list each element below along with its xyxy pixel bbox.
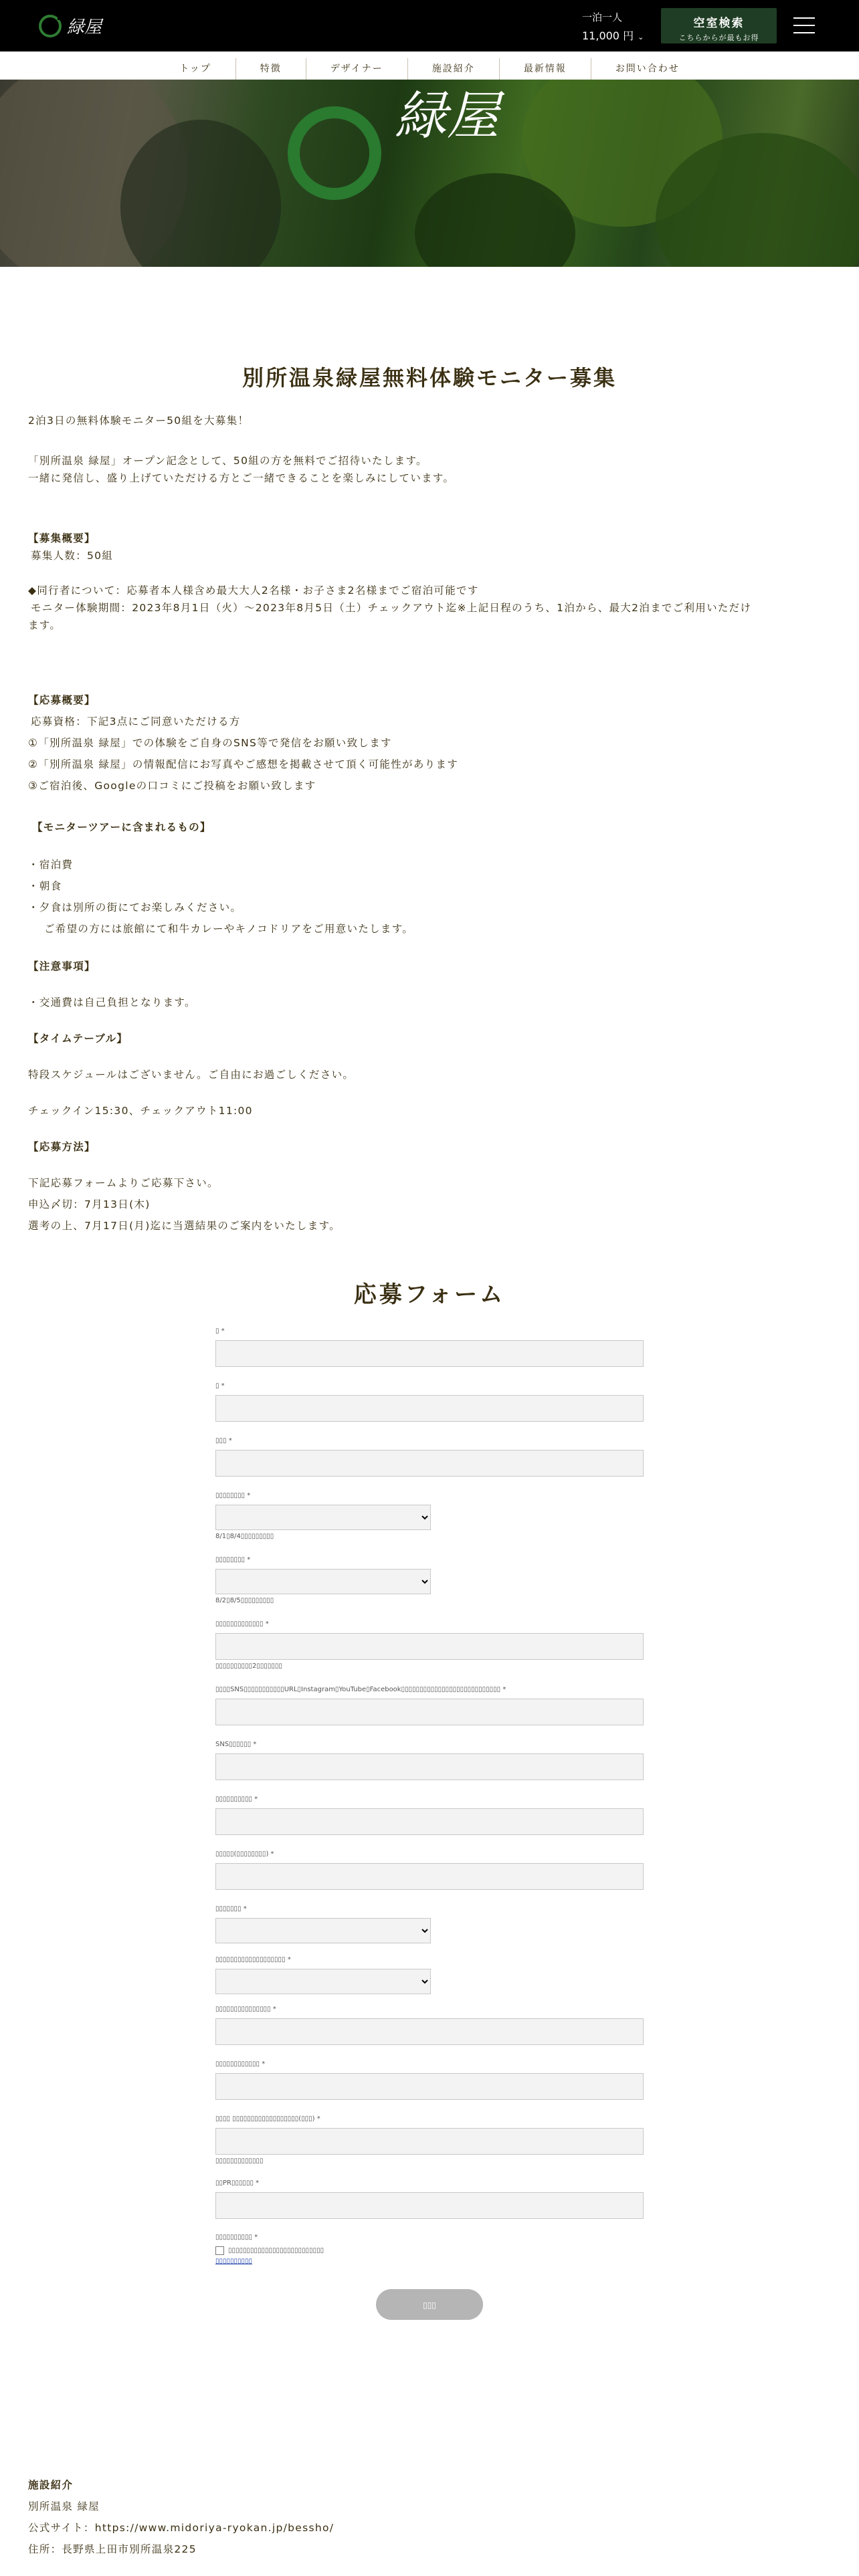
form-field-14: [215, 2060, 644, 2100]
method-line: 選考の上、7月17日(月)迄に当選結果のご案内をいたします。: [28, 1220, 341, 1232]
field-label: ▯▯▯▯ ▯▯▯▯▯▯▯▯▯▯▯▯▯▯▯▯▯▯(▯▯▯) *: [215, 2115, 320, 2123]
form-field-6: [215, 1620, 644, 1670]
hero-logo-circle-icon: [288, 106, 381, 200]
field-select-12[interactable]: [215, 1969, 431, 1994]
form-field-11: [215, 1905, 644, 1943]
chevron-down-icon: ⌄: [638, 33, 644, 41]
field-hint: ▯▯▯▯▯▯▯▯▯▯2▯▯▯▯▯▯▯: [215, 1662, 282, 1670]
field-label: ▯▯▯▯▯▯▯▯▯▯ *: [215, 1796, 258, 1803]
field-input-9[interactable]: [215, 1808, 644, 1835]
field-hint: ▯▯▯▯▯▯▯▯▯▯▯▯▯: [215, 2157, 264, 2165]
included-item: ・宿泊費: [28, 859, 74, 871]
form-field-3: [215, 1436, 644, 1477]
field-hint: 8/1▯8/4▯▯▯▯▯▯▯▯▯: [215, 1533, 274, 1540]
timetable-line: 特段スケジュールはございません。ご自由にお過ごしください。: [28, 1069, 355, 1081]
method-line: 申込〆切：7月13日(木): [28, 1198, 151, 1210]
menu-icon[interactable]: [793, 17, 815, 33]
field-label: ▯ *: [215, 1327, 225, 1335]
field-label: ▯ *: [215, 1382, 225, 1390]
field-label: ▯▯▯▯▯▯▯ *: [215, 1905, 247, 1913]
timetable-section: [28, 1030, 831, 1119]
form-field-2: [215, 1382, 644, 1422]
checkout-date-select[interactable]: [215, 1569, 431, 1594]
consent-text: ▯▯▯▯▯▯▯▯▯▯▯▯▯▯▯▯▯▯▯▯▯▯▯▯▯▯: [228, 2247, 324, 2254]
included-heading: 【モニターツアーに含まれるもの】: [32, 821, 211, 833]
included-item: ご希望の方には旅館にて和牛カレーやキノコドリアをご用意いたします。: [44, 923, 414, 935]
checkin-date-select[interactable]: [215, 1505, 431, 1530]
outline-heading: 【募集概要】: [28, 532, 96, 544]
stay-selector[interactable]: [582, 8, 644, 47]
field-label: ▯▯▯▯▯▯▯▯▯▯▯▯ *: [215, 2060, 266, 2068]
field-input-10[interactable]: [215, 1863, 644, 1890]
form-field-7: [215, 1685, 644, 1725]
logo-text: 緑屋: [67, 17, 102, 37]
field-label: ▯▯PR▯▯▯▯▯▯ *: [215, 2179, 260, 2187]
form-field-13: [215, 2005, 644, 2045]
consent-label: ▯▯▯▯▯▯▯▯▯▯ *: [215, 2234, 258, 2241]
field-label: SNS▯▯▯▯▯▯ *: [215, 1741, 257, 1748]
notes-section: [28, 958, 831, 1011]
form-field-5: [215, 1555, 644, 1604]
timetable-heading: 【タイムテーブル】: [28, 1033, 128, 1045]
facility-heading: 施設紹介: [28, 2479, 74, 2491]
field-label: ▯▯▯▯SNS▯▯▯▯▯▯▯▯▯▯▯URL▯Instagram▯YouTube▯Facebook▯▯▯▯▯▯▯▯▯▯▯▯▯▯▯▯▯▯▯▯▯▯▯▯▯▯▯ *: [215, 1686, 506, 1693]
field-label: ▯▯▯▯▯▯▯▯ *: [215, 1556, 251, 1564]
field-hint: 8/2▯8/5▯▯▯▯▯▯▯▯▯: [215, 1597, 274, 1604]
facility-info: [28, 2474, 334, 2560]
method-heading: 【応募方法】: [28, 1141, 96, 1153]
nav-news[interactable]: 最新情報: [499, 58, 591, 80]
apply-condition: 応募資格：下記3点にご同意いただける方: [31, 716, 241, 728]
submit-button[interactable]: ▯▯▯: [376, 2289, 483, 2320]
form-field-4: [215, 1491, 644, 1540]
apply-section: [28, 691, 831, 794]
facility-address: 住所：長野県上田市別所温泉225: [28, 2543, 197, 2555]
sns-url-input[interactable]: [215, 1699, 644, 1725]
method-line: 下記応募フォームよりご応募下さい。: [28, 1177, 219, 1189]
hero-logo-text: 緑屋: [395, 86, 500, 146]
field-label: ▯▯▯▯▯▯▯▯▯▯▯▯▯▯▯▯▯▯▯ *: [215, 1956, 291, 1963]
field-label: ▯▯▯▯▯▯▯▯▯▯▯▯▯▯▯ *: [215, 2006, 276, 2013]
outline-period: モニター体験期間：2023年8月1日（火）〜2023年8月5日（土）チェックアウト迄※上記日程のうち、1泊から、最大2泊までご利用いただけ: [31, 602, 752, 614]
field-label: ▯▯▯▯▯▯▯▯▯▯▯▯▯ *: [215, 1620, 269, 1628]
page-title: 別所温泉緑屋無料体験モニター募集: [242, 365, 617, 391]
field-select-11[interactable]: [215, 1918, 431, 1943]
apply-heading: 【応募概要】: [28, 694, 96, 706]
sns-followers-input[interactable]: [215, 1753, 644, 1780]
field-input-13[interactable]: [215, 2018, 644, 2045]
form-field-15: [215, 2115, 644, 2165]
intro-section: [28, 412, 831, 487]
main-nav: [0, 58, 859, 80]
intro-line: 一緒に発信し、盛り上げていただける方とご一緒できることを楽しみにしています。: [28, 472, 455, 484]
field-input-6[interactable]: [215, 1633, 644, 1660]
notes-heading: 【注意事項】: [28, 960, 96, 972]
nav-facilities[interactable]: 施設紹介: [407, 58, 499, 80]
nav-features[interactable]: 特徴: [235, 58, 306, 80]
form-field-9: [215, 1795, 644, 1835]
notes-item: ・交通費は自己負担となります。: [28, 996, 196, 1008]
form-title: 応募フォーム: [353, 1281, 506, 1308]
site-logo[interactable]: [39, 13, 102, 38]
outline-count: 募集人数：50組: [31, 550, 114, 562]
nav-contact[interactable]: お問い合わせ: [591, 58, 704, 80]
search-button-title: 空室検索: [693, 17, 745, 30]
facility-site[interactable]: 公式サイト：https://www.midoriya-ryokan.jp/bessho/: [28, 2522, 335, 2534]
form-field-12: [215, 1955, 644, 1994]
logo-circle-icon: [39, 15, 62, 37]
field-input-2[interactable]: [215, 1395, 644, 1422]
privacy-policy-link[interactable]: ▯▯▯▯▯▯▯▯▯▯: [215, 2258, 253, 2265]
timetable-line: チェックイン15:30、チェックアウト11:00: [28, 1105, 253, 1117]
form-field-1: [215, 1327, 644, 1367]
included-item: ・朝食: [28, 880, 62, 892]
intro-line: 「別所温泉 緑屋」オープン記念として、50組の方を無料でご招待いたします。: [28, 455, 427, 467]
apply-item: ①「別所温泉 緑屋」での体験をご自身のSNS等で発信をお願い致します: [28, 737, 392, 749]
nav-designer[interactable]: デザイナー: [306, 58, 407, 80]
form-field-8: [215, 1740, 644, 1780]
method-section: [28, 1138, 831, 1235]
field-label: ▯▯▯▯▯(▯▯▯▯▯▯▯▯) *: [215, 1850, 274, 1858]
field-label: ▯▯▯▯▯▯▯▯ *: [215, 1492, 251, 1499]
included-item: ・夕食は別所の街にてお楽しみください。: [28, 901, 242, 914]
nav-top[interactable]: トップ: [179, 64, 211, 74]
intro-line: 2泊3日の無料体験モニター50組を大募集！: [28, 415, 250, 427]
stay-price: 11,000 円: [582, 29, 634, 42]
search-button-subtitle: こちらからが最もお得: [678, 33, 759, 42]
field-label: ▯▯▯ *: [215, 1437, 232, 1444]
hero-image: [0, 80, 859, 267]
outline-period-cont: ます。: [28, 619, 62, 631]
field-input-1[interactable]: [215, 1340, 644, 1367]
availability-search-button[interactable]: [661, 8, 777, 43]
outline-companion: ◆同行者について：応募者本人様含め最大大人2名様・お子さま2名様までご宿泊可能です: [28, 584, 479, 597]
outline-section: [28, 530, 831, 634]
form-field-10: [215, 1850, 644, 1890]
included-section: [28, 819, 831, 938]
site-header: [0, 0, 859, 51]
self-pr-input[interactable]: [215, 2192, 644, 2219]
field-input-14[interactable]: [215, 2073, 644, 2100]
form-field-16: [215, 2179, 644, 2219]
field-input-15[interactable]: [215, 2128, 644, 2155]
stay-label: 一泊一人: [582, 11, 623, 23]
consent-block: [215, 2234, 644, 2265]
field-input-3[interactable]: [215, 1450, 644, 1477]
consent-checkbox[interactable]: [215, 2246, 224, 2255]
facility-name: 別所温泉 緑屋: [28, 2500, 100, 2512]
apply-item: ②「別所温泉 緑屋」の情報配信にお写真やご感想を掲載させて頂く可能性があります: [28, 758, 459, 770]
apply-item: ③ご宿泊後、Googleの口コミにご投稿をお願い致します: [28, 780, 316, 792]
